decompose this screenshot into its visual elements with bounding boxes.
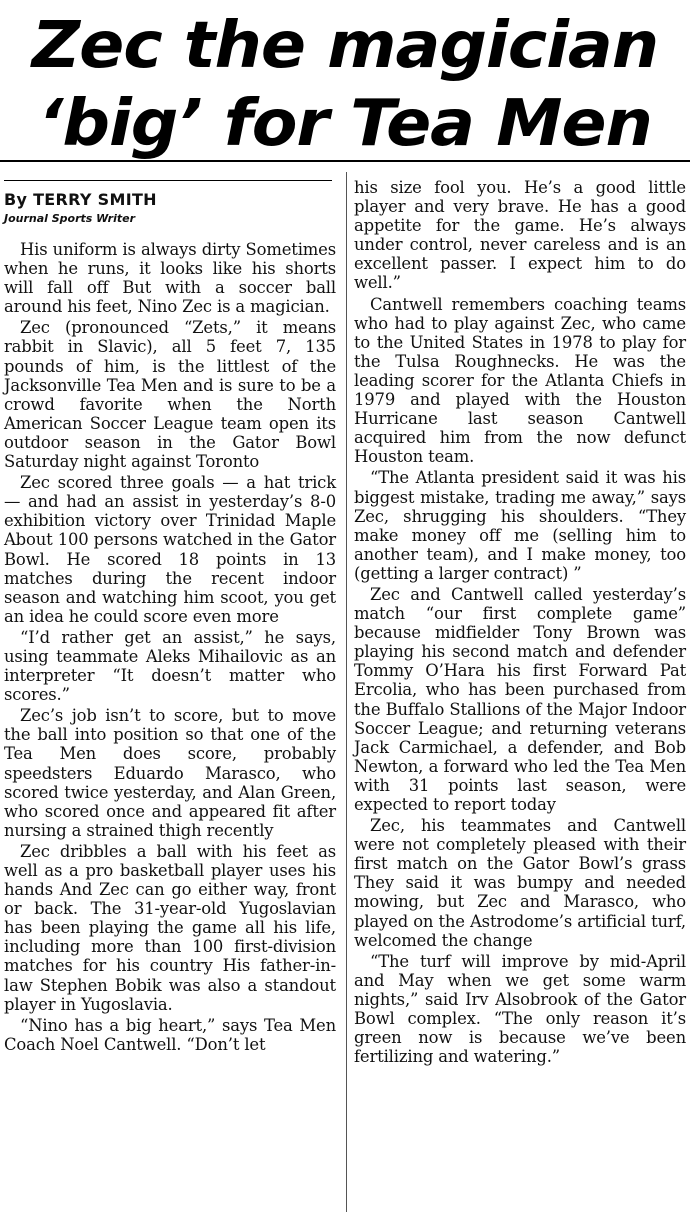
article-column-1 — [4, 240, 336, 1056]
paragraph: “I’d rather get an assist,” he says, using teammate Aleks Mihailovic as an interpreter “It doesn’t matter who scores.” — [4, 627, 336, 705]
column-divider — [346, 172, 347, 1212]
headline-rule — [0, 160, 690, 162]
byline-rule — [4, 180, 332, 181]
paragraph: Zec’s job isn’t to score, but to move the ball into position so that one of the Tea Men does score, probably speedsters Eduardo Marasco, who scored twice yesterday, and Alan Green, who scored once and appeared fit after nursing a strained thigh recently — [4, 706, 336, 840]
paragraph: Cantwell remembers coaching teams who had to play against Zec, who came to the United States in 1978 to play for the Tulsa Roughnecks. He was the leading scorer for the Atlanta Chiefs in 1979 and played with the Houston Hurricane last season Cantwell acquired him from the now defunct Houston team. — [354, 294, 686, 467]
paragraph: Zec and Cantwell called yesterday’s match “our first complete game” because midfielder Tony Brown was playing his second match and defender Tommy O’Hara his first Forward Pat Ercolia, who has been purchased from the Buffalo Stallions of the Major Indoor Soccer League; and returning veterans Jack Carmichael, a defender, and Bob Newton, a forward who led the Tea Men with 31 points last season, were expected to report today — [354, 584, 686, 814]
paragraph: Zec dribbles a ball with his feet as well as a pro basketball player uses his hands And Zec can go either way, front or back. The 31-year-old Yugoslavian has been playing the game all his life, including more than 100 first-division matches for his country His father-in-law Stephen Bobik was also a standout player in Yugoslavia. — [4, 841, 336, 1014]
headline-line-1: Zec the magician — [31, 9, 659, 83]
paragraph: “Nino has a big heart,” says Tea Men Coach Noel Cantwell. “Don’t let — [4, 1015, 336, 1054]
paragraph: “The turf will improve by mid-April and May when we get some warm nights,” said Irv Alsobrook of the Gator Bowl complex. “The only reason it’s green now is because we’ve been fertilizing and watering.” — [354, 951, 686, 1067]
byline-title: Journal Sports Writer — [4, 212, 136, 225]
paragraph: His uniform is always dirty Sometimes when he runs, it looks like his shorts will fall off But with a soccer ball around his feet, Nino Zec is a magician. — [4, 240, 336, 317]
byline-author: By TERRY SMITH — [4, 190, 157, 209]
paragraph: Zec scored three goals — a hat trick — and had an assist in yesterday’s 8-0 exhibition victory over Trinidad Maple About 100 persons watched in the Gator Bowl. He scored 18 points in 13 matches during the recent indoor season and watching him scoot, you get an idea he could score even more — [4, 473, 336, 626]
paragraph: his size fool you. He’s a good little player and very brave. He has a good appetite for the game. He’s always under control, never careless and is an excellent passer. I expect him to do well.” — [354, 178, 686, 293]
paragraph: “The Atlanta president said it was his biggest mistake, trading me away,” says Zec, shrugging his shoulders. “They make money off me (selling him to another team), and I make money, too (getting a larger contract) ” — [354, 468, 686, 583]
paragraph: Zec (pronounced “Zets,” it means rabbit in Slavic), all 5 feet 7, 135 pounds of him, is the littlest of the Jacksonville Tea Men and is sure to be a crowd favorite when the North American Soccer League team open its outdoor season in the Gator Bowl Saturday night against Toronto — [4, 318, 336, 472]
paragraph: Zec, his teammates and Cantwell were not completely pleased with their first match on the Gator Bowl’s grass They said it was bumpy and needed mowing, but Zec and Marasco, who played on the Astrodome’s artificial turf, welcomed the change — [354, 816, 686, 950]
headline-line-2: ‘big’ for Tea Men — [38, 87, 652, 161]
article-column-2 — [354, 178, 686, 1068]
